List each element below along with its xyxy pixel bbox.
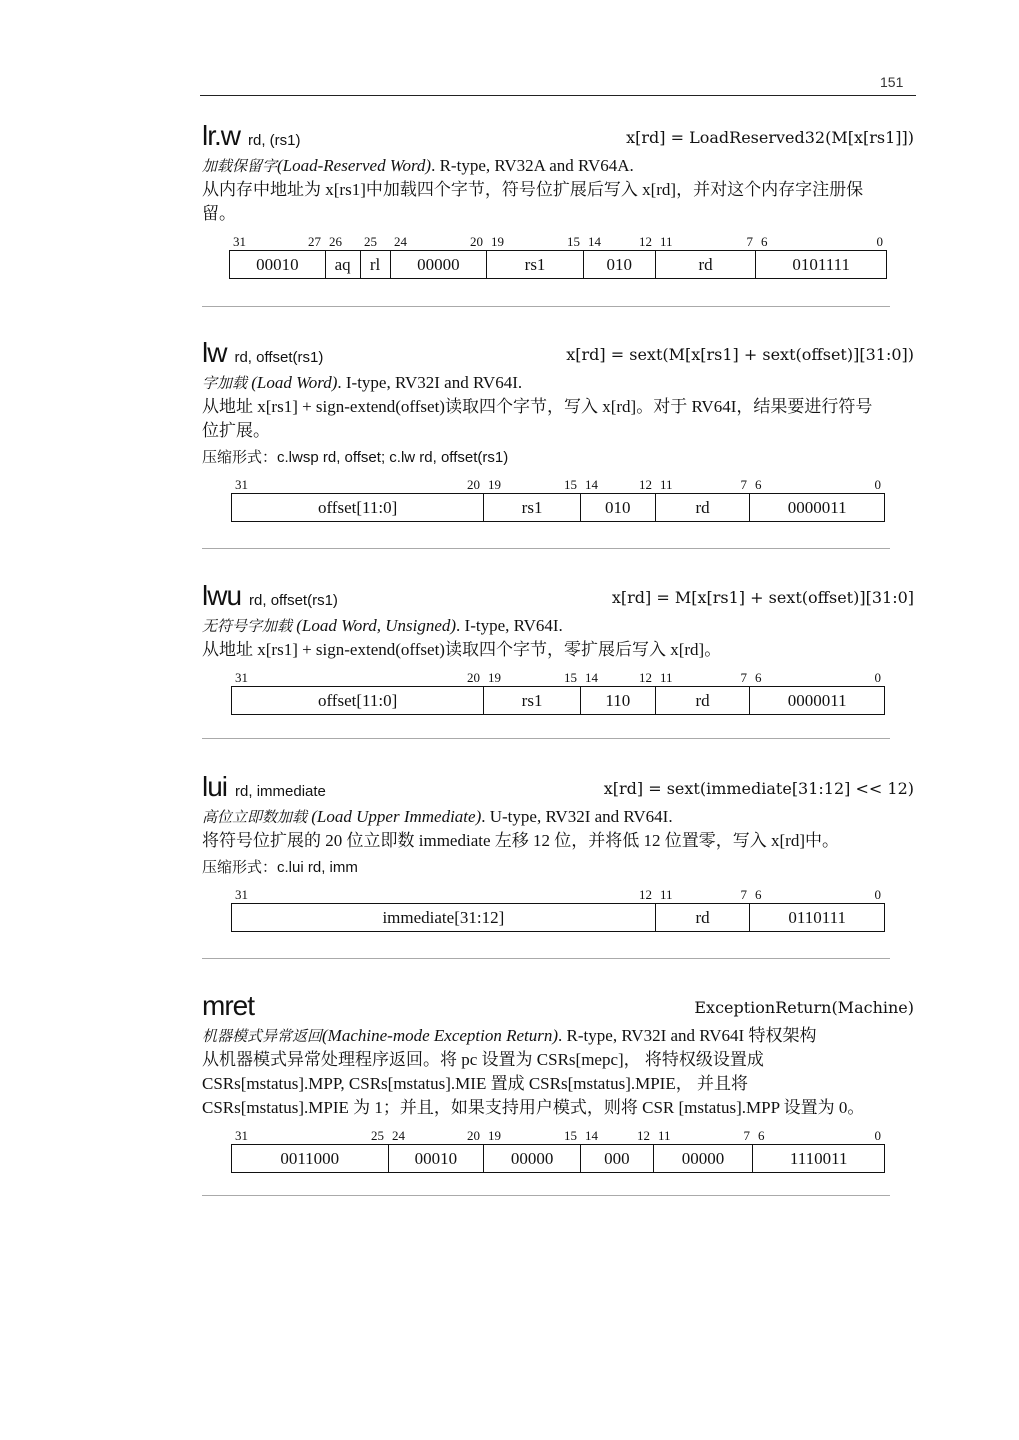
encoding-field: 010 (581, 494, 656, 521)
description-line: 从机器模式异常处理程序返回。将 pc 设置为 CSRs[mepc]， 将特权级设置成 (202, 1050, 764, 1069)
instruction-mret (202, 990, 914, 1173)
encoding-field: 0011000 (232, 1145, 389, 1172)
section-divider (202, 958, 890, 959)
encoding-table (231, 1128, 885, 1173)
bit-hi: 31 (235, 477, 248, 492)
bit-range (231, 477, 484, 493)
encoding-field: 0000011 (787, 498, 847, 517)
bit-range (751, 887, 885, 903)
bit-range (754, 1128, 885, 1144)
encoding-field: 110 (581, 687, 656, 714)
encoding-field: rd (656, 687, 751, 714)
bit-hi: 19 (488, 477, 501, 492)
compressed-value: c.lui rd, imm (277, 859, 358, 876)
formula: x[rd] = M[x[rs1] + sext(offset)][31:0] (611, 588, 914, 607)
instruction-title (202, 1024, 914, 1048)
bit-range (229, 234, 325, 250)
bit-hi: 6 (758, 1128, 765, 1143)
bit-range (656, 887, 751, 903)
bit-range (581, 1128, 654, 1144)
encoding-field: rs1 (484, 687, 581, 714)
bit-hi: 11 (660, 887, 673, 902)
title-rest: . U-type, RV32I and RV64I. (481, 807, 673, 826)
encoding-table (231, 670, 885, 715)
operands: rd, offset(rs1) (249, 592, 338, 609)
title-rest: . R-type, RV32I and RV64I 特权架构 (558, 1026, 817, 1045)
section-divider (202, 548, 890, 549)
bit-range (231, 887, 656, 903)
bit-hi: 19 (488, 1128, 501, 1143)
bit-hi: 14 (585, 670, 598, 685)
bit-hi: 14 (585, 477, 598, 492)
bit-lo: 12 (639, 670, 652, 685)
instruction-title (202, 614, 914, 638)
encoding-field: 00000 (654, 1145, 754, 1172)
description-line: 从地址 x[rs1] + sign-extend(offset)读取四个字节，零扩展后写入 x[rd]。 (202, 640, 722, 659)
description-line: 留。 (202, 204, 236, 223)
encoding-field: rd (656, 904, 751, 931)
description-line: 将符号位扩展的 20 位立即数 immediate 左移 12 位，并将低 12 位置零，写入 x[rd]中。 (202, 831, 839, 850)
encoding-table (229, 234, 887, 279)
title-cn: 无符号字加载 (202, 617, 293, 635)
encoding-field: rl (361, 251, 391, 278)
bit-range (484, 1128, 581, 1144)
bit-lo: 7 (743, 1128, 750, 1143)
bit-hi: 31 (235, 670, 248, 685)
encoding-field: rs1 (487, 251, 584, 278)
bit-lo: 15 (564, 670, 577, 685)
bit-range (751, 477, 885, 493)
compressed-label: 压缩形式： (202, 448, 278, 466)
title-rest: . I-type, RV32I and RV64I. (337, 373, 523, 392)
bit-lo: 7 (740, 670, 747, 685)
title-en: (Load Word) (247, 373, 338, 392)
encoding-field: 00000 (484, 1145, 581, 1172)
bit-hi: 6 (755, 887, 762, 902)
bit-hi: 24 (394, 234, 407, 249)
title-rest: . R-type, RV32A and RV64A. (431, 156, 634, 175)
encoding-field: 1110011 (789, 1149, 848, 1168)
title-cn: 字加载 (202, 374, 248, 392)
bit-range (484, 477, 581, 493)
bit-lo: 20 (467, 1128, 480, 1143)
title-cn: 加载保留字 (202, 157, 278, 175)
section-divider (202, 306, 890, 307)
bit-range (231, 1128, 388, 1144)
bit-hi: 14 (588, 234, 601, 249)
instruction-title (202, 371, 914, 395)
encoding-field: aq (326, 251, 361, 278)
encoding-table (231, 477, 885, 522)
bit-lo: 0 (874, 1128, 881, 1143)
description-line: 从内存中地址为 x[rs1]中加载四个字节，符号位扩展后写入 x[rd]，并对这个内存字注册保 (202, 180, 864, 199)
bit-range (390, 234, 487, 250)
bit-hi: 11 (660, 670, 673, 685)
compressed-forms (202, 445, 914, 469)
instruction-lwu (202, 580, 914, 715)
bit-lo: 15 (567, 234, 580, 249)
title-cn: 高位立即数加载 (202, 808, 308, 826)
title-en: (Load-Reserved Word) (277, 156, 432, 175)
bit-hi: 31 (233, 234, 246, 249)
operands: rd, offset(rs1) (234, 349, 324, 366)
encoding-field: 010 (584, 251, 656, 278)
instruction-title (202, 154, 914, 178)
encoding-field: offset[11:0] (232, 494, 484, 521)
bit-hi: 11 (660, 234, 673, 249)
bit-range (656, 670, 751, 686)
bit-lo: 20 (467, 670, 480, 685)
bit-hi: 6 (755, 670, 762, 685)
title-en: (Load Upper Immediate) (307, 807, 482, 826)
mnemonic: lwu (202, 580, 242, 611)
bit-hi: 31 (235, 1128, 248, 1143)
encoding-field: 0101111 (792, 255, 850, 274)
compressed-label: 压缩形式： (202, 858, 278, 876)
bit-lo: 12 (639, 477, 652, 492)
bit-lo: 12 (639, 887, 652, 902)
bit-lo: 12 (639, 234, 652, 249)
operands: rd, (rs1) (248, 132, 301, 149)
bit-range (360, 234, 390, 250)
encoding-field: 000 (581, 1145, 654, 1172)
encoding-field: rs1 (484, 494, 581, 521)
section-divider (202, 1195, 890, 1196)
title-en: (Machine-mode Exception Return) (322, 1026, 559, 1045)
bit-lo: 0 (874, 887, 881, 902)
operands: rd, immediate (235, 783, 326, 800)
bit-hi: 25 (364, 234, 377, 249)
bit-range (584, 234, 656, 250)
encoding-field: rd (656, 494, 751, 521)
bit-hi: 31 (235, 887, 248, 902)
encoding-field: 0000011 (787, 691, 847, 710)
bit-lo: 15 (564, 1128, 577, 1143)
bit-range (581, 477, 656, 493)
bit-range (654, 1128, 754, 1144)
encoding-table (231, 887, 885, 932)
bit-hi: 24 (392, 1128, 405, 1143)
encoding-field: 0110111 (788, 908, 847, 927)
bit-lo: 15 (564, 477, 577, 492)
bit-hi: 11 (658, 1128, 671, 1143)
bit-lo: 25 (371, 1128, 384, 1143)
bit-lo: 20 (470, 234, 483, 249)
encoding-field: immediate[31:12] (232, 904, 656, 931)
instruction-title (202, 805, 914, 829)
bit-range (656, 234, 757, 250)
bit-lo: 12 (637, 1128, 650, 1143)
formula: x[rd] = sext(M[x[rs1] + sext(offset)][31:0]) (566, 345, 914, 364)
bit-lo: 7 (746, 234, 753, 249)
description-line: CSRs[mstatus].MPIE 为 1；并且，如果支持用户模式，则将 CSR [mstatus].MPP 设置为 0。 (202, 1098, 865, 1117)
bit-lo: 7 (740, 477, 747, 492)
bit-hi: 19 (491, 234, 504, 249)
bit-range (484, 670, 581, 686)
encoding-field: 00010 (230, 251, 326, 278)
bit-range (751, 670, 885, 686)
mnemonic: lw (202, 337, 227, 368)
bit-lo: 0 (874, 477, 881, 492)
bit-range (656, 477, 751, 493)
bit-lo: 0 (876, 234, 883, 249)
encoding-field: 00000 (391, 251, 488, 278)
bit-hi: 19 (488, 670, 501, 685)
bit-hi: 26 (329, 234, 342, 249)
compressed-value: c.lwsp rd, offset; c.lw rd, offset(rs1) (277, 449, 509, 466)
encoding-field: rd (656, 251, 757, 278)
bit-hi: 14 (585, 1128, 598, 1143)
bit-range (757, 234, 887, 250)
title-cn: 机器模式异常返回 (202, 1027, 323, 1045)
compressed-forms (202, 855, 914, 879)
description-line: 从地址 x[rs1] + sign-extend(offset)读取四个字节，写入 x[rd]。对于 RV64I，结果要进行符号 (202, 397, 873, 416)
header-rule (200, 95, 916, 96)
bit-lo: 27 (308, 234, 321, 249)
instruction-lw (202, 337, 914, 522)
mnemonic: mret (202, 990, 254, 1021)
encoding-field: offset[11:0] (232, 687, 484, 714)
formula: x[rd] = sext(immediate[31:12] << 12) (603, 779, 914, 798)
page-number: 151 (880, 74, 904, 90)
encoding-field: 00010 (389, 1145, 485, 1172)
bit-lo: 20 (467, 477, 480, 492)
formula: x[rd] = LoadReserved32(M[x[rs1]]) (626, 128, 914, 147)
title-rest: . I-type, RV64I. (456, 616, 563, 635)
bit-range (388, 1128, 484, 1144)
description-line: 位扩展。 (202, 421, 270, 440)
bit-lo: 0 (874, 670, 881, 685)
bit-range (325, 234, 360, 250)
formula: ExceptionReturn(Machine) (694, 998, 914, 1017)
section-divider (202, 738, 890, 739)
bit-hi: 6 (761, 234, 768, 249)
instruction-lr-w (202, 120, 914, 279)
bit-hi: 11 (660, 477, 673, 492)
mnemonic: lui (202, 771, 228, 802)
bit-range (487, 234, 584, 250)
mnemonic: lr.w (202, 120, 240, 151)
bit-lo: 7 (740, 887, 747, 902)
bit-range (581, 670, 656, 686)
title-en: (Load Word, Unsigned) (292, 616, 457, 635)
bit-range (231, 670, 484, 686)
bit-hi: 6 (755, 477, 762, 492)
instruction-lui (202, 771, 914, 932)
description-line: CSRs[mstatus].MPP, CSRs[mstatus].MIE 置成 CSRs[mstatus].MPIE， 并且将 (202, 1074, 748, 1093)
